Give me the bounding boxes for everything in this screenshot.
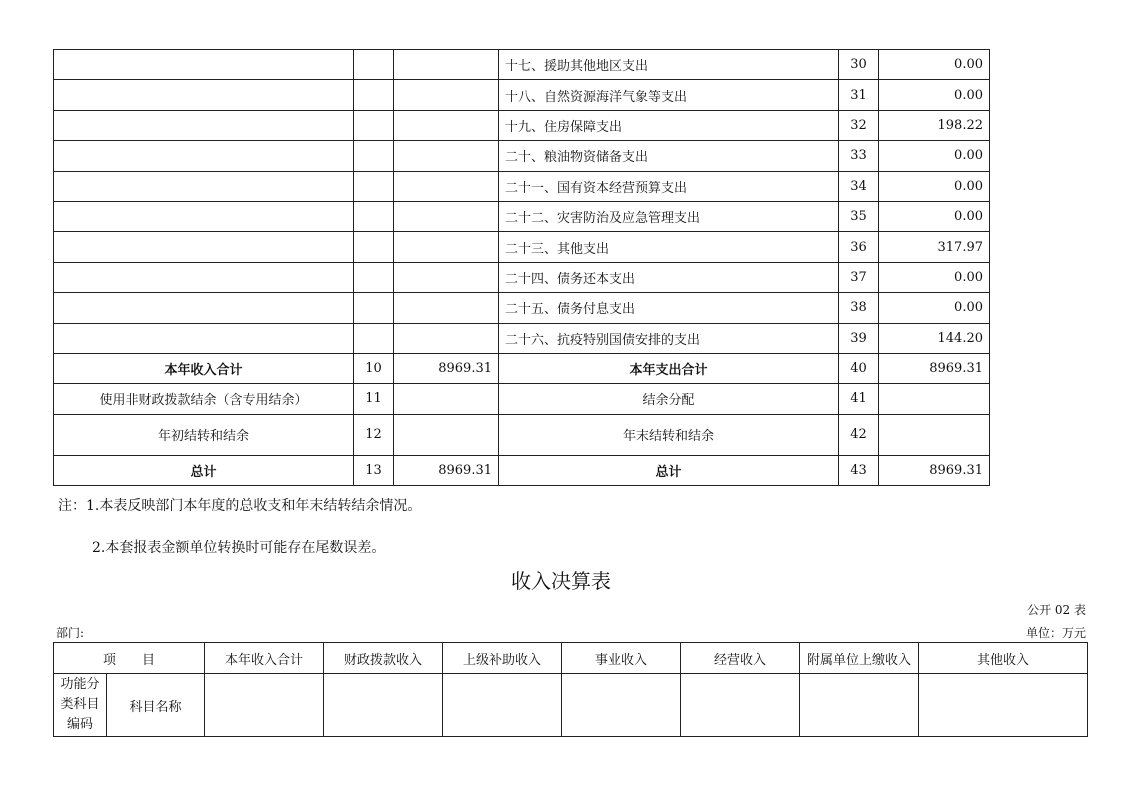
expense-amount: 0.00 bbox=[879, 171, 990, 201]
row-number: 34 bbox=[839, 171, 879, 201]
row-number: 35 bbox=[839, 201, 879, 231]
expense-label: 二十四、债务还本支出 bbox=[499, 262, 839, 292]
row-number: 41 bbox=[839, 384, 879, 414]
summary-row-non-fiscal bbox=[54, 384, 990, 414]
note-2: 2.本套报表金额单位转换时可能存在尾数误差。 bbox=[92, 540, 386, 556]
table-row bbox=[54, 323, 990, 353]
expense-amount: 0.00 bbox=[879, 262, 990, 292]
summary-row-annual-total bbox=[54, 353, 990, 383]
expense-total-amount: 8969.31 bbox=[879, 353, 990, 383]
expense-amount: 0.00 bbox=[879, 293, 990, 323]
col-header-superior: 上级补助收入 bbox=[443, 643, 562, 674]
row-number: 36 bbox=[839, 232, 879, 262]
unit-label: 单位：万元 bbox=[1025, 626, 1086, 640]
table-row bbox=[54, 293, 990, 323]
row-number: 40 bbox=[839, 353, 879, 383]
expense-amount: 0.00 bbox=[879, 80, 990, 110]
opening-carryover-amount bbox=[394, 414, 499, 455]
expense-amount: 0.00 bbox=[879, 201, 990, 231]
balance-distribution-label: 结余分配 bbox=[499, 384, 839, 414]
table-row bbox=[54, 201, 990, 231]
income-total-label: 本年收入合计 bbox=[54, 353, 354, 383]
grand-total-label: 总计 bbox=[54, 455, 354, 485]
expense-amount: 0.00 bbox=[879, 141, 990, 171]
expense-amount: 0.00 bbox=[879, 50, 990, 80]
form-number: 公开 02 表 bbox=[1027, 603, 1086, 617]
expense-label: 二十一、国有资本经营预算支出 bbox=[499, 171, 839, 201]
row-number: 42 bbox=[839, 414, 879, 455]
row-number: 37 bbox=[839, 262, 879, 292]
row-number: 13 bbox=[354, 455, 394, 485]
closing-carryover-amount bbox=[879, 414, 990, 455]
row-number: 38 bbox=[839, 293, 879, 323]
header-row bbox=[54, 643, 1088, 674]
grand-total-label: 总计 bbox=[499, 455, 839, 485]
col-header-operating: 经营收入 bbox=[681, 643, 800, 674]
expense-label: 二十二、灾害防治及应急管理支出 bbox=[499, 201, 839, 231]
expense-label: 二十六、抗疫特别国债安排的支出 bbox=[499, 323, 839, 353]
expense-amount: 317.97 bbox=[879, 232, 990, 262]
table-row bbox=[54, 50, 990, 80]
table-row bbox=[54, 171, 990, 201]
expense-label: 十七、援助其他地区支出 bbox=[499, 50, 839, 80]
table-row bbox=[54, 80, 990, 110]
col-header-affiliated: 附属单位上缴收入 bbox=[800, 643, 919, 674]
col-header-other: 其他收入 bbox=[919, 643, 1088, 674]
table-row bbox=[54, 232, 990, 262]
summary-row-carryover bbox=[54, 414, 990, 455]
income-final-accounts-table bbox=[53, 642, 1088, 737]
summary-row-grand-total bbox=[54, 455, 990, 485]
expense-amount: 198.22 bbox=[879, 110, 990, 140]
expense-total-label: 本年支出合计 bbox=[499, 353, 839, 383]
income-expense-summary-table bbox=[53, 49, 990, 486]
table-row bbox=[54, 141, 990, 171]
col-header-fiscal: 财政拨款收入 bbox=[324, 643, 443, 674]
opening-carryover-label: 年初结转和结余 bbox=[54, 414, 354, 455]
expense-label: 二十、粮油物资储备支出 bbox=[499, 141, 839, 171]
row-number: 33 bbox=[839, 141, 879, 171]
row-number: 32 bbox=[839, 110, 879, 140]
col-header-item: 项 目 bbox=[54, 643, 205, 674]
note-1: 注：1.本表反映部门本年度的总收支和年末结转结余情况。 bbox=[58, 498, 422, 514]
row-number: 30 bbox=[839, 50, 879, 80]
income-total-amount: 8969.31 bbox=[394, 353, 499, 383]
col-header-total: 本年收入合计 bbox=[205, 643, 324, 674]
subheader-code: 功能分类科目编码 bbox=[54, 674, 107, 737]
grand-total-expense-amount: 8969.31 bbox=[879, 455, 990, 485]
row-number: 31 bbox=[839, 80, 879, 110]
row-number: 43 bbox=[839, 455, 879, 485]
row-number: 11 bbox=[354, 384, 394, 414]
row-number: 10 bbox=[354, 353, 394, 383]
non-fiscal-balance-label: 使用非财政拨款结余（含专用结余） bbox=[54, 384, 354, 414]
subheader-name: 科目名称 bbox=[107, 674, 205, 737]
department-label: 部门: bbox=[56, 626, 85, 640]
expense-label: 十八、自然资源海洋气象等支出 bbox=[499, 80, 839, 110]
table-row bbox=[54, 262, 990, 292]
expense-label: 二十五、债务付息支出 bbox=[499, 293, 839, 323]
expense-label: 十九、住房保障支出 bbox=[499, 110, 839, 140]
subheader-row bbox=[54, 674, 1088, 737]
expense-label: 二十三、其他支出 bbox=[499, 232, 839, 262]
row-number: 12 bbox=[354, 414, 394, 455]
grand-total-income-amount: 8969.31 bbox=[394, 455, 499, 485]
closing-carryover-label: 年末结转和结余 bbox=[499, 414, 839, 455]
non-fiscal-balance-amount bbox=[394, 384, 499, 414]
col-header-business: 事业收入 bbox=[562, 643, 681, 674]
expense-amount: 144.20 bbox=[879, 323, 990, 353]
row-number: 39 bbox=[839, 323, 879, 353]
table-row bbox=[54, 110, 990, 140]
page-title: 收入决算表 bbox=[511, 569, 611, 593]
balance-distribution-amount bbox=[879, 384, 990, 414]
